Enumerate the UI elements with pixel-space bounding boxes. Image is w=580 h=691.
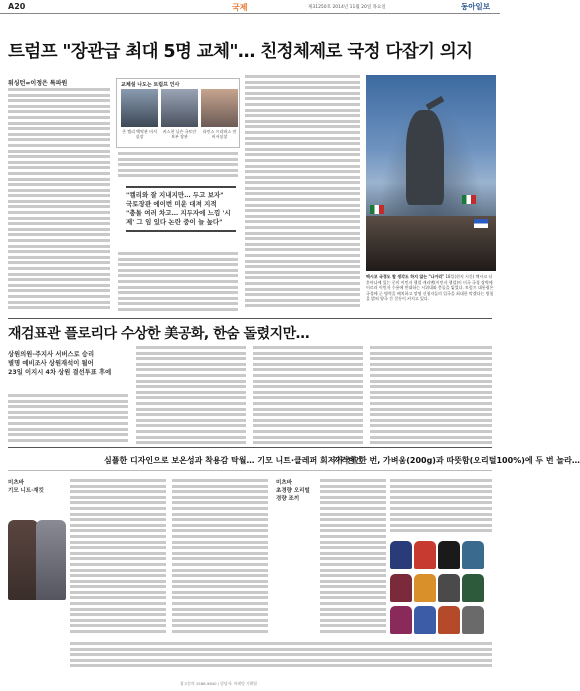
vest-product-image (462, 606, 484, 634)
section-label: 국제 (232, 3, 248, 12)
issue-info: 제31250호 2014년 11월 20일 목요일 (308, 5, 386, 10)
ad-header-bar (8, 447, 580, 471)
mugshot-name: 커스천 닐슨 국토안보부 장관 (162, 129, 197, 139)
pullquote-line: 국토장관 에이번 미운 대져 지적 (126, 200, 217, 208)
ad1-title: 심플한 디자인으로 보온성과 착용감 탁월… 기모 니트·클레퍼 회저가 선언 (104, 456, 362, 465)
ad2-col2 (390, 479, 492, 537)
mugshot-box (116, 78, 240, 148)
story1-col2b (118, 252, 238, 316)
statue-figure (406, 110, 444, 205)
vest-product-image (390, 574, 412, 602)
vest-product-image (390, 606, 412, 634)
story2-col4 (370, 346, 492, 444)
vest-product-image (438, 541, 460, 569)
mugshot-box-title: 교체설 나도는 트럼프 인사 (121, 82, 180, 88)
mugshot-photo (121, 89, 158, 127)
subhead-line: 별명 예비조사 상원재석이 될어 (8, 360, 94, 367)
story1-headline: 트럼프 "장관급 최대 5명 교체"… 친정체제로 국정 다잡기 의지 (8, 42, 473, 62)
flag-icon (462, 195, 476, 204)
story1-col3 (245, 75, 360, 316)
ad2-title: 가격에 한 번, 가벼움(200g)과 따뜻함(오리털100%)에 두 번 놀라… (333, 456, 580, 465)
news-photo (366, 75, 496, 271)
jacket-product-image (8, 520, 38, 600)
photo-caption (366, 274, 496, 302)
ad2-bottom-text (70, 642, 492, 676)
ad1-col2 (172, 479, 268, 639)
photo-caption-text: 18일(현지 시간) 멕시코 티후아나에 있는 중미 이민자 행렬 캐러밴(이민자 행렬)이 미국 국경 장벽에 이르러 이민자 수용에 반대하는 시위대와 충돌을 빚었다. 트럼프 대통령은 국경에 군 병력을 배치하고 망명 신청자들의 입국을 최대한 막겠다는 방침을 밝혀 양국 간 갈등이 커지고 있다. (366, 274, 494, 301)
vest-product-grid (390, 541, 492, 637)
subhead-line: 상원의원-주지사 서버스로 승리 (8, 351, 95, 358)
mugshot-name: 라인스 프리버스 전 비서실장 (202, 129, 237, 139)
vest-product-image (414, 574, 436, 602)
story2-col3 (253, 346, 363, 444)
ad2-col1 (320, 479, 386, 639)
flag-icon (474, 219, 488, 228)
page-number: A20 (8, 2, 26, 11)
flag-icon (370, 205, 384, 214)
vest-product-image (438, 574, 460, 602)
mugshot-photo (201, 89, 238, 127)
jacket-product-image (36, 520, 66, 600)
pullquote-line: "켈리와 잘 지내지만… 두고 보자" (126, 191, 224, 199)
ad-contact-footer: 광고문의 1588-9840 / 담당자: 마케팅 기획팀 (180, 681, 257, 686)
ad1-col1 (70, 479, 166, 639)
vest-product-image (462, 541, 484, 569)
vest-product-image (414, 606, 436, 634)
vest-product-image (414, 541, 436, 569)
vest-product-image (462, 574, 484, 602)
vest-product-image (390, 541, 412, 569)
subhead-line: 23일 이지시 4차 상원 결선투표 후에 (8, 369, 112, 376)
mugshot-photo (161, 89, 198, 127)
story1-col2 (118, 152, 238, 180)
story1-col1 (8, 88, 110, 316)
story1-byline: 워싱턴=이정은 특파원 (8, 80, 68, 87)
story2-col1 (8, 394, 128, 444)
pullquote (126, 183, 236, 235)
page-header (0, 0, 500, 14)
vest-product-image (438, 606, 460, 634)
story2-subhead (8, 350, 128, 377)
story2-col2 (136, 346, 246, 444)
mugshot-name: 존 켈리 백악관 비서실장 (122, 129, 157, 139)
newspaper-masthead: 동아일보 (461, 2, 490, 11)
pullquote-line: "충돌 여러 차고… 지두자에 느낌 '시제' 그 임 있다 논란 중이 늘 높다" (126, 209, 231, 226)
story2-headline: 재검표관 플로리다 수상한 美공화, 한숨 돌렸지만… (8, 326, 310, 342)
ad2-brand: 미츠바 초경량 오리털 경량 조끼 (276, 480, 310, 502)
section-divider (8, 318, 492, 319)
ad1-brand: 미츠바 기모 니트·재킷 (8, 480, 44, 494)
photo-caption-title: 멕시코 국경도 할 생각도 하지 않는 "나거리" (366, 274, 445, 279)
